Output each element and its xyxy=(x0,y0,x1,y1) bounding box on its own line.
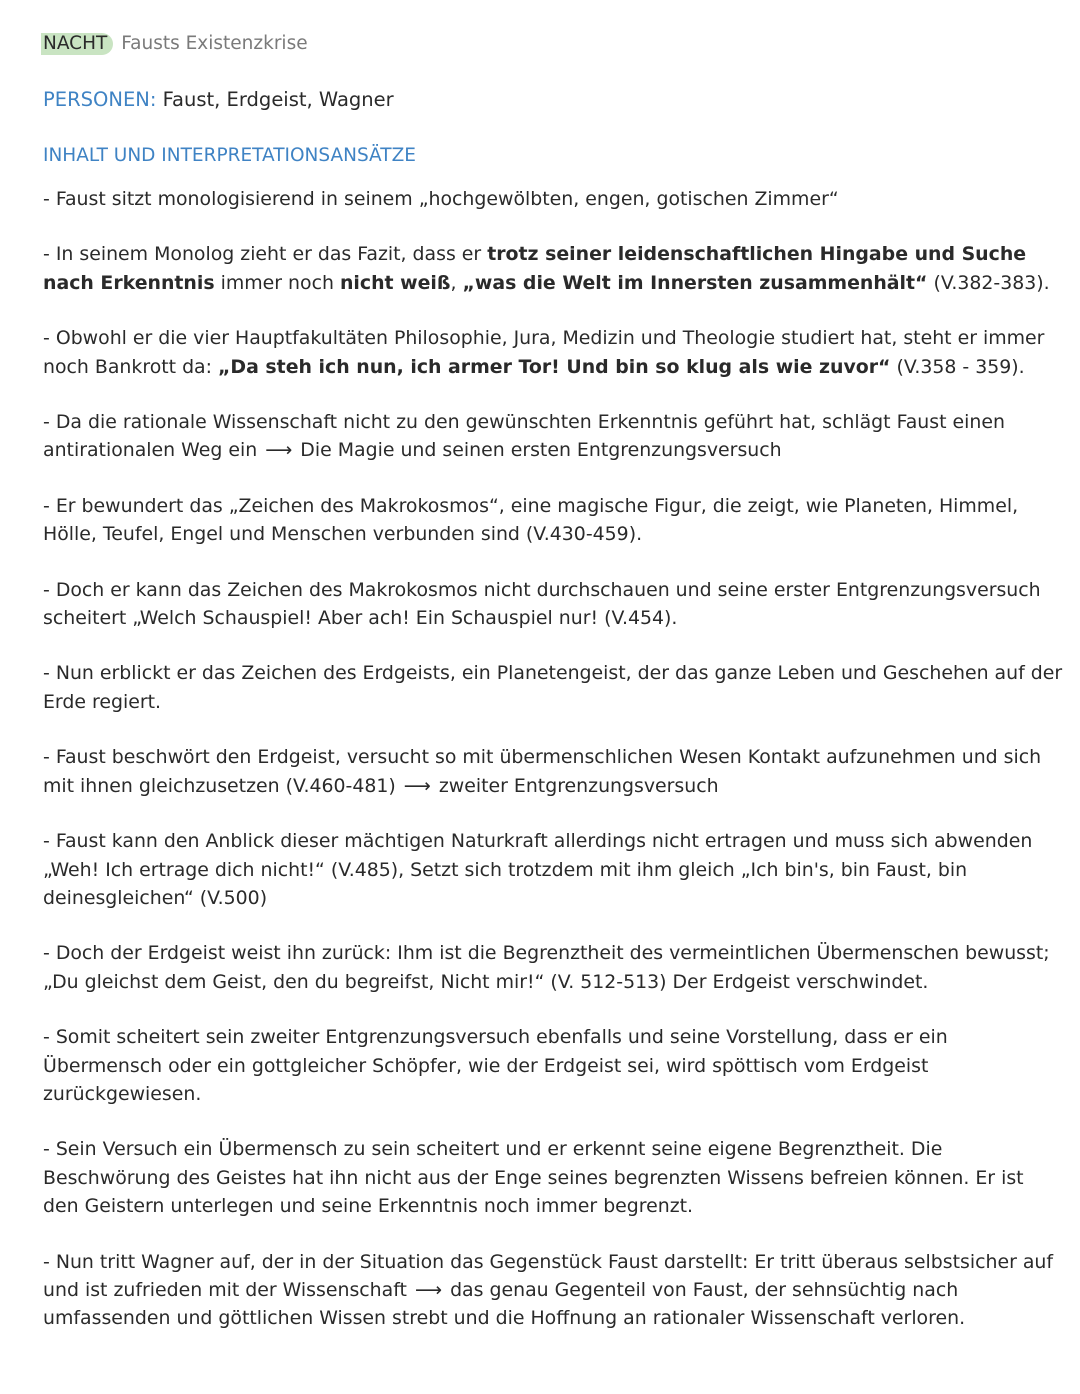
paragraph-text: - Faust sitzt monologisierend in seinem „hochgewölbten, engen, gotischen Zimmer“ xyxy=(43,188,839,210)
section-heading: INHALT UND INTERPRETATIONSANSÄTZE xyxy=(43,145,416,166)
paragraph-12 xyxy=(43,1135,1063,1220)
personen-line xyxy=(43,86,1063,114)
bold-text: trotz seiner leidenschaftlichen Hingabe und Suche nach Erkenntnis xyxy=(43,243,1027,294)
paragraph-text: - Er bewundert das „Zeichen des Makrokosmos“, eine magische Figur, die zeigt, wie Planeten, Himmel, Hölle, Teufel, Engel und Menschen verbunden sind (V.430-459). xyxy=(43,494,1019,546)
paragraph-2 xyxy=(43,240,1063,297)
paragraph-5 xyxy=(43,492,1063,549)
verse-reference: (V.358 - 359). xyxy=(890,355,1025,378)
paragraph-text: - Faust kann den Anblick dieser mächtigen Naturkraft allerdings nicht ertragen und muss sich abwenden „Weh! Ich ertrage dich nicht!“ (V.485), Setzt sich trotzdem mit ihm gleich „Ich bin's, bin Faust, bin deinesgleichen“ (V.500) xyxy=(43,830,1033,909)
paragraph-3 xyxy=(43,324,1063,381)
paragraph-text: - In seinem Monolog zieht er das Fazit, dass er xyxy=(43,243,488,266)
personen-value: Faust, Erdgeist, Wagner xyxy=(162,88,394,111)
paragraph-text: das genau Gegenteil von Faust, der sehnsüchtig nach umfassenden und göttlichen Wissen strebt und die Hoffnung an rationaler Wissenschaft verloren. xyxy=(43,1278,966,1330)
paragraph-text: zweiter Entgrenzungsversuch xyxy=(432,774,719,797)
paragraph-text: - Da die rationale Wissenschaft nicht zu den gewünschten Erkenntnis geführt hat, schlägt Faust einen antirationalen Weg ein xyxy=(43,411,1005,462)
paragraph-11 xyxy=(43,1023,1063,1108)
document-page xyxy=(43,30,1063,1360)
chapter-subtitle: Fausts Existenzkrise xyxy=(121,33,308,54)
paragraph-8 xyxy=(43,743,1063,800)
paragraph-text: - Somit scheitert sein zweiter Entgrenzungsversuch ebenfalls und seine Vorstellung, dass er ein Übermensch oder ein gottgleicher Schöpfer, wie der Erdgeist sei, wird spöttisch vom Erdgeist zurückgewiesen. xyxy=(43,1026,948,1105)
paragraph-list xyxy=(43,185,1063,1333)
arrow-right-icon: ⟶ xyxy=(265,439,293,462)
paragraph-4 xyxy=(43,408,1063,465)
paragraph-text: - Obwohl er die vier Hauptfakultäten Philosophie, Jura, Medizin und Theologie studiert hat, steht er immer noch Bankrott da: xyxy=(43,327,1045,378)
paragraph-10 xyxy=(43,939,1063,996)
paragraph-6 xyxy=(43,576,1063,633)
paragraph-text: - Nun tritt Wagner auf, der in der Situation das Gegenstück Faust darstellt: Er tritt überaus selbstsicher auf und ist zufrieden mit der Wissenschaft xyxy=(43,1250,1054,1301)
paragraph-text: - Sein Versuch ein Übermensch zu sein scheitert und er erkennt seine eigene Begrenztheit. Die Beschwörung des Geistes hat ihn nicht aus der Enge seines begrenzten Wissens befreien können. Er ist den Geistern unterlegen und seine Erkenntnis noch immer begrenzt. xyxy=(43,1138,1024,1218)
paragraph-1 xyxy=(43,185,1063,213)
paragraph-text: - Nun erblickt er das Zeichen des Erdgeists, ein Planetengeist, der das ganze Leben und Geschehen auf der Erde regiert. xyxy=(43,662,1063,713)
paragraph-7 xyxy=(43,659,1063,716)
verse-reference: (V.382-383). xyxy=(927,271,1050,294)
bold-quote: „was die Welt im Innersten zusammenhält“ xyxy=(462,271,928,294)
personen-label: PERSONEN: xyxy=(43,88,157,111)
paragraph-text: Die Magie und seinen ersten Entgrenzungsversuch xyxy=(294,439,782,462)
paragraph-text: - Doch er kann das Zeichen des Makrokosmos nicht durchschauen und seine erster Entgrenzungsversuch scheitert „Welch Schauspiel! Aber ach! Ein Schauspiel nur! (V.454). xyxy=(43,578,1041,630)
paragraph-text: , xyxy=(450,271,463,294)
bold-text: nicht weiß xyxy=(339,271,451,294)
arrow-right-icon: ⟶ xyxy=(403,774,431,797)
paragraph-text: - Doch der Erdgeist weist ihn zurück: Ihm ist die Begrenztheit des vermeintlichen Übermenschen bewusst; „Du gleichst dem Geist, den du begreifst, Nicht mir!“ (V. 512-513) Der Erdgeist verschwindet. xyxy=(43,942,1050,993)
paragraph-text: immer noch xyxy=(214,271,340,294)
paragraph-9 xyxy=(43,827,1063,912)
paragraph-13 xyxy=(43,1248,1063,1333)
paragraph-text: - Faust beschwört den Erdgeist, versucht so mit übermenschlichen Wesen Kontakt aufzunehmen und sich mit ihnen gleichzusetzen (V.460-481) xyxy=(43,746,1042,797)
chapter-tag: NACHT xyxy=(41,33,113,55)
bold-quote: „Da steh ich nun, ich armer Tor! Und bin so klug als wie zuvor“ xyxy=(218,355,891,378)
arrow-right-icon: ⟶ xyxy=(414,1278,443,1301)
page-header xyxy=(43,30,1063,58)
